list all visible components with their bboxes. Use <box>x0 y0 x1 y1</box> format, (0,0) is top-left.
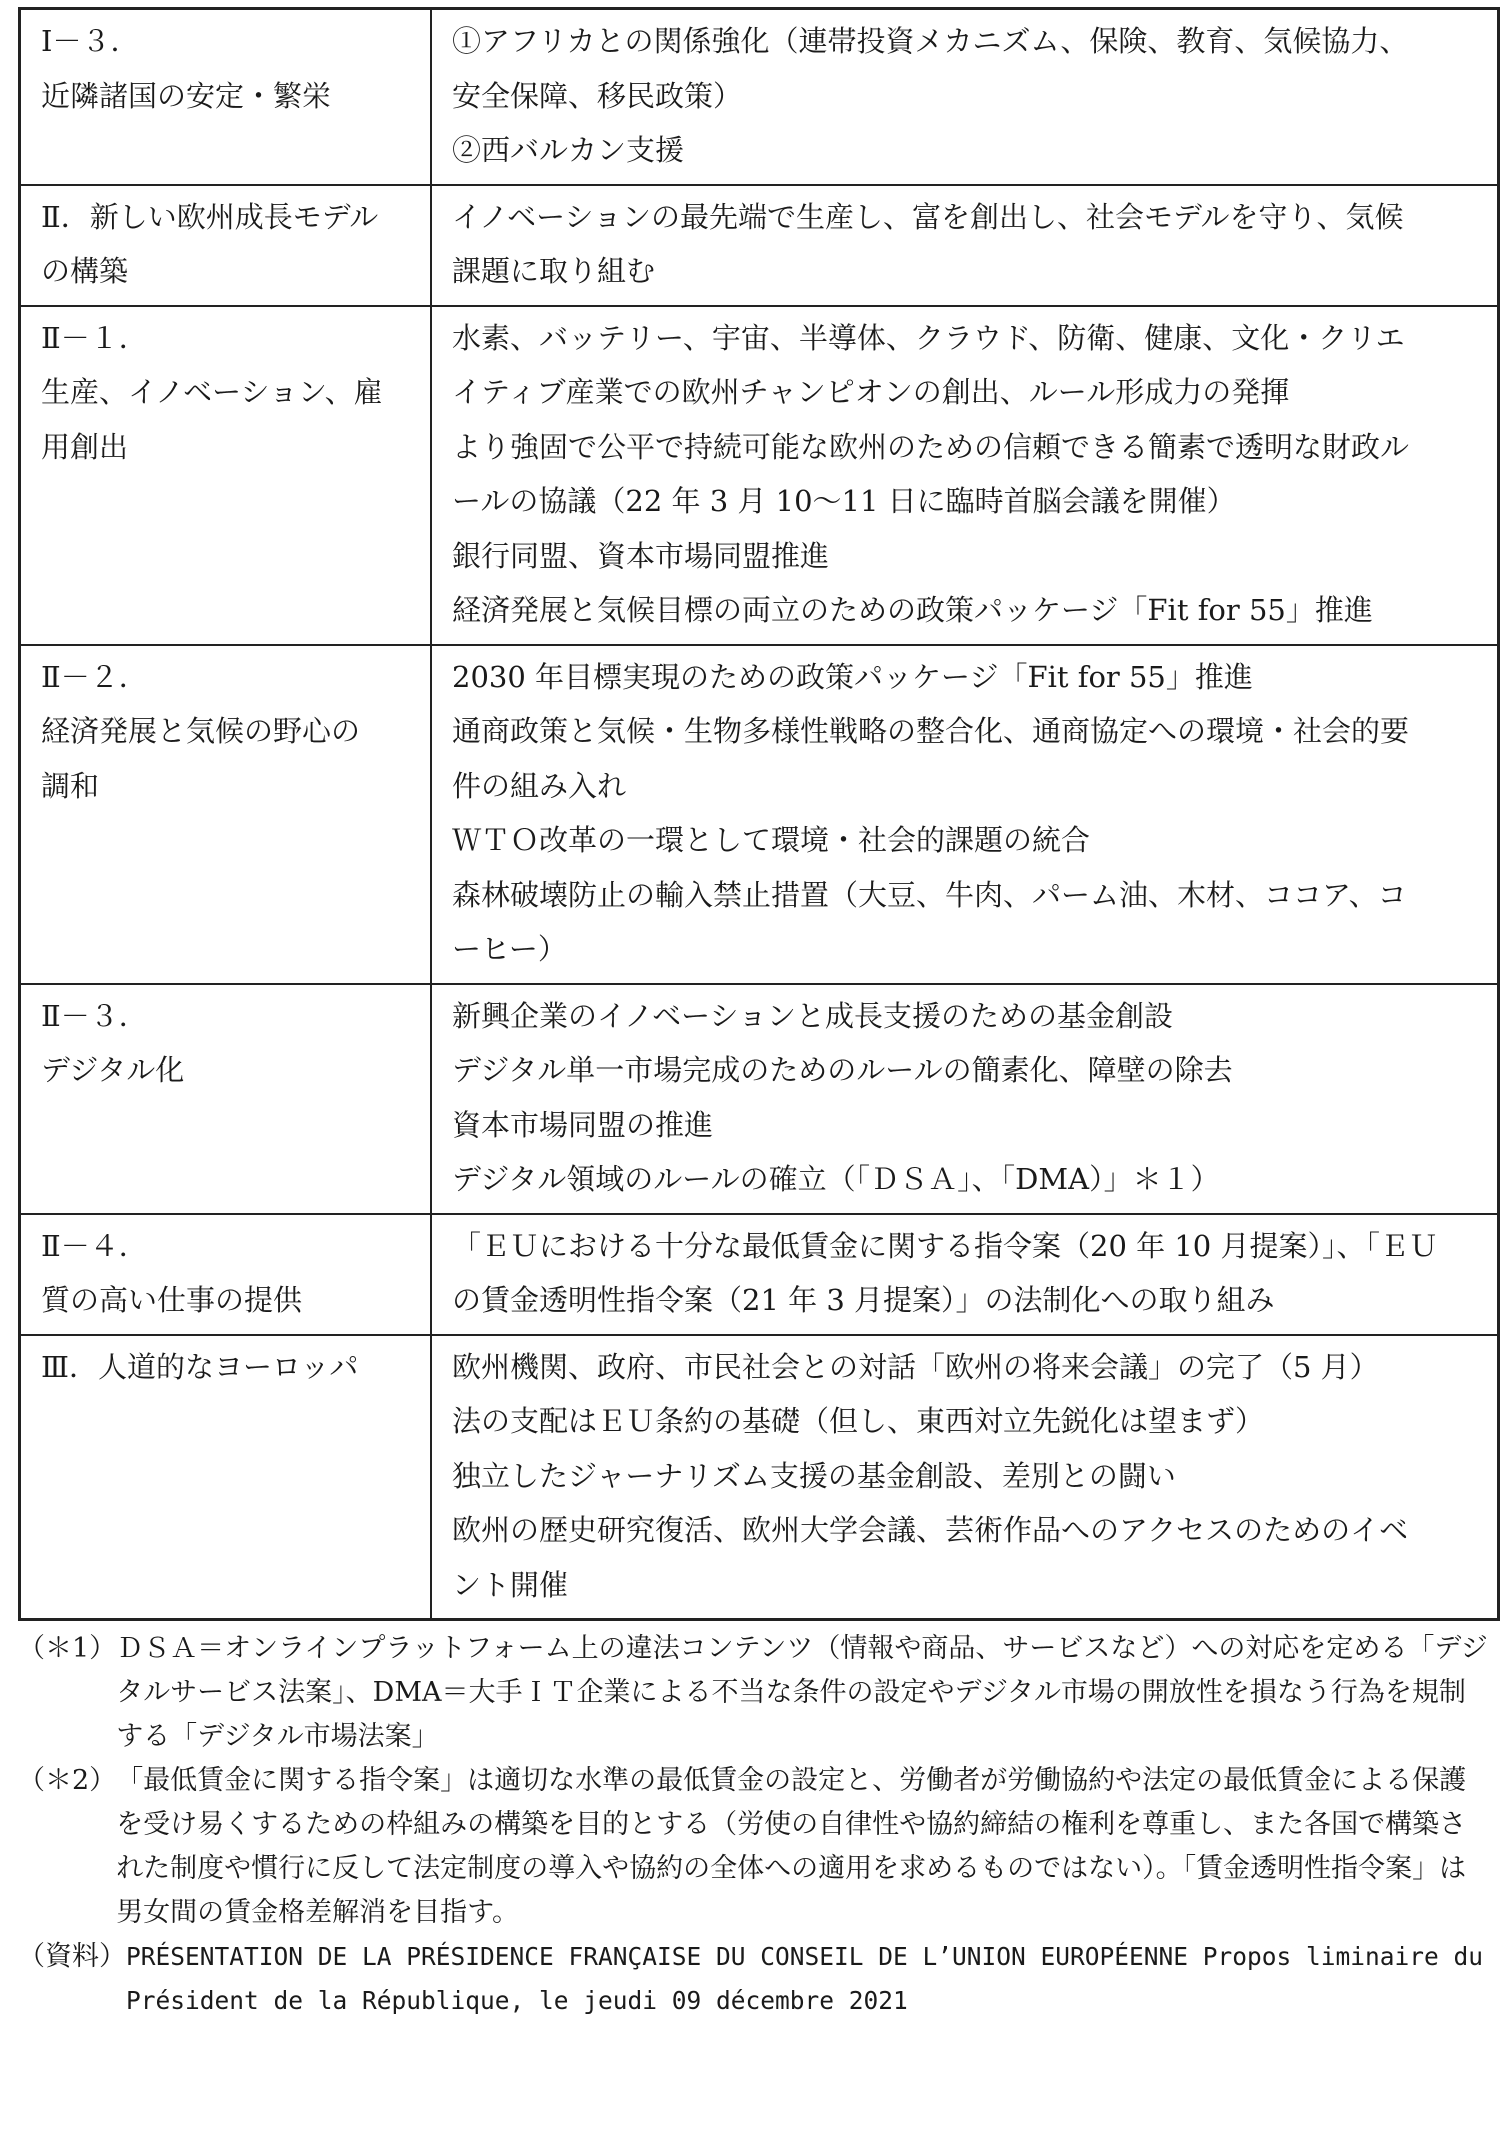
footnote-text: 「最低賃金に関する指令案」は適切な水準の最低賃金の設定と、労働者が労働協約や法定の最低賃金による保護を受け易くするための枠組みの構築を目的とする（労使の自律性や協約締結の権利を尊重し、また各国で構築された制度や慣行に反して法定制度の導入や協約の全体への適用を求めるものではない）。「賃金透明性指令案」は男女間の賃金格差解消を目指す。 <box>116 1765 1467 1928</box>
content-line: 経済発展と気候目標の両立のための政策パッケージ「Fit for 55」推進 <box>452 593 1373 627</box>
section-heading-cell <box>20 185 432 306</box>
section-heading-cell <box>20 645 432 984</box>
section-content-cell <box>431 9 1499 185</box>
content-line: 森林破壊防止の輸入禁止措置（大豆、牛肉、パーム油、木材、ココア、コ <box>452 877 1407 912</box>
content-line: 件の組み入れ <box>452 768 627 803</box>
section-heading-cell <box>20 306 432 645</box>
content-line: 独立したジャーナリズム支援の基金創設、差別との闘い <box>452 1458 1176 1493</box>
content-line: 通商政策と気候・生物多様性戦略の整合化、通商協定への環境・社会的要 <box>452 714 1410 748</box>
content-line: 水素、バッテリー、宇宙、半導体、クラウド、防衛、健康、文化・クリエ <box>452 320 1405 355</box>
section-heading-line: Ⅱ－３． <box>41 998 148 1033</box>
content-line: 欧州機関、政府、市民社会との対話「欧州の将来会議」の完了（5 月） <box>452 1349 1379 1384</box>
section-content-cell <box>431 1335 1499 1620</box>
content-line: 安全保障、移民政策） <box>452 78 743 113</box>
section-heading-line: Ⅱ－４． <box>41 1228 148 1263</box>
content-line: ント開催 <box>452 1567 569 1602</box>
section-heading-cell <box>20 984 432 1214</box>
footnote <box>18 1627 1492 1759</box>
policy-table <box>18 7 1500 1621</box>
content-line: 新興企業のイノベーションと成長支援のための基金創設 <box>452 998 1173 1033</box>
content-line: ールの協議（22 年 3 月 10～11 日に臨時首脳会議を開催） <box>452 484 1236 518</box>
section-content-cell <box>431 306 1499 645</box>
section-heading-line: Ⅱ．新しい欧州成長モデル <box>41 199 379 234</box>
content-line: より強固で公平で持続可能な欧州のための信頼できる簡素で透明な財政ル <box>452 429 1410 464</box>
section-heading-line: 近隣諸国の安定・繁栄 <box>41 78 332 113</box>
section-heading-line: の構築 <box>41 254 129 288</box>
section-heading-cell <box>20 1335 432 1620</box>
section-heading-line: Ⅰ－３． <box>41 24 140 58</box>
content-line: イティブ産業での欧州チャンピオンの創出、ルール形成力の発揮 <box>452 375 1290 409</box>
footnote-mark: （＊2） <box>18 1765 117 1796</box>
content-line: 欧州の歴史研究復活、欧州大学会議、芸術作品へのアクセスのためのイベ <box>452 1513 1409 1547</box>
content-line: 「ＥＵにおける十分な最低賃金に関する指令案（20 年 10 月提案）」、「ＥＵ <box>452 1228 1438 1263</box>
content-line: イノベーションの最先端で生産し、富を創出し、社会モデルを守り、気候 <box>452 199 1404 234</box>
content-line: 法の支配はＥＵ条約の基礎（但し、東西対立先鋭化は望まず） <box>452 1404 1265 1438</box>
table-row <box>20 1214 1499 1335</box>
section-heading-line: 生産、イノベーション、雇 <box>41 375 383 409</box>
section-content-cell <box>431 185 1499 306</box>
section-heading-line: 用創出 <box>41 429 129 464</box>
footnote-mark: （資料） <box>18 1941 126 1972</box>
footnote-text: ＤＳＡ＝オンラインプラットフォーム上の違法コンテンツ（情報や商品、サービスなど）への対応を定める「デジタルサービス法案」、DMA＝大手ＩＴ企業による不当な条件の設定やデジタル市場の開放性を損なう行為を規制する「デジタル市場法案」 <box>116 1633 1488 1752</box>
content-line: ②西バルカン支援 <box>452 133 685 167</box>
table-row <box>20 645 1499 984</box>
content-line: デジタル単一市場完成のためのルールの簡素化、障壁の除去 <box>452 1053 1233 1087</box>
section-heading-line: 調和 <box>41 768 100 803</box>
footnote <box>18 1759 1492 1935</box>
content-line: ①アフリカとの関係強化（連帯投資メカニズム、保険、教育、気候協力、 <box>452 24 1409 58</box>
content-line: デジタル領域のルールの確立（「ＤＳＡ」、「DMA）」＊１） <box>452 1162 1220 1196</box>
section-heading-line: 質の高い仕事の提供 <box>41 1283 303 1317</box>
content-line: 課題に取り組む <box>452 254 656 288</box>
footnote-mark: （＊1） <box>18 1633 117 1664</box>
table-row <box>20 984 1499 1214</box>
footnotes <box>18 1627 1492 2023</box>
section-content-cell <box>431 984 1499 1214</box>
content-line: 2030 年目標実現のための政策パッケージ「Fit for 55」推進 <box>452 659 1253 694</box>
table-row <box>20 9 1499 185</box>
section-heading-line: Ⅱ－１． <box>41 320 148 355</box>
source-note <box>18 1935 1492 2023</box>
section-content-cell <box>431 1214 1499 1335</box>
section-content-cell <box>431 645 1499 984</box>
section-heading-cell <box>20 9 432 185</box>
content-line: 資本市場同盟の推進 <box>452 1107 714 1142</box>
document <box>18 7 1492 2023</box>
policy-table-body <box>20 9 1499 1620</box>
section-heading-cell <box>20 1214 432 1335</box>
section-heading-line: Ⅲ．人道的なヨーロッパ <box>41 1349 359 1384</box>
section-heading-line: デジタル化 <box>41 1053 185 1087</box>
section-heading-line: Ⅱ－２． <box>41 659 148 694</box>
content-line: ＷＴＯ改革の一環として環境・社会的課題の統合 <box>452 823 1091 857</box>
content-line: の賃金透明性指令案（21 年 3 月提案）」の法制化への取り組み <box>452 1283 1275 1317</box>
section-heading-line: 経済発展と気候の野心の <box>41 714 361 748</box>
content-line: ーヒー） <box>452 932 567 966</box>
footnote-text: PRÉSENTATION DE LA PRÉSIDENCE FRANÇAISE DU CONSEIL DE L’UNION EUROPÉENNE Propos liminaire du Président de la République, le jeudi 09 décembre 2021 <box>126 1942 1484 2015</box>
table-row <box>20 1335 1499 1620</box>
table-row <box>20 185 1499 306</box>
content-line: 銀行同盟、資本市場同盟推進 <box>452 538 830 573</box>
table-row <box>20 306 1499 645</box>
